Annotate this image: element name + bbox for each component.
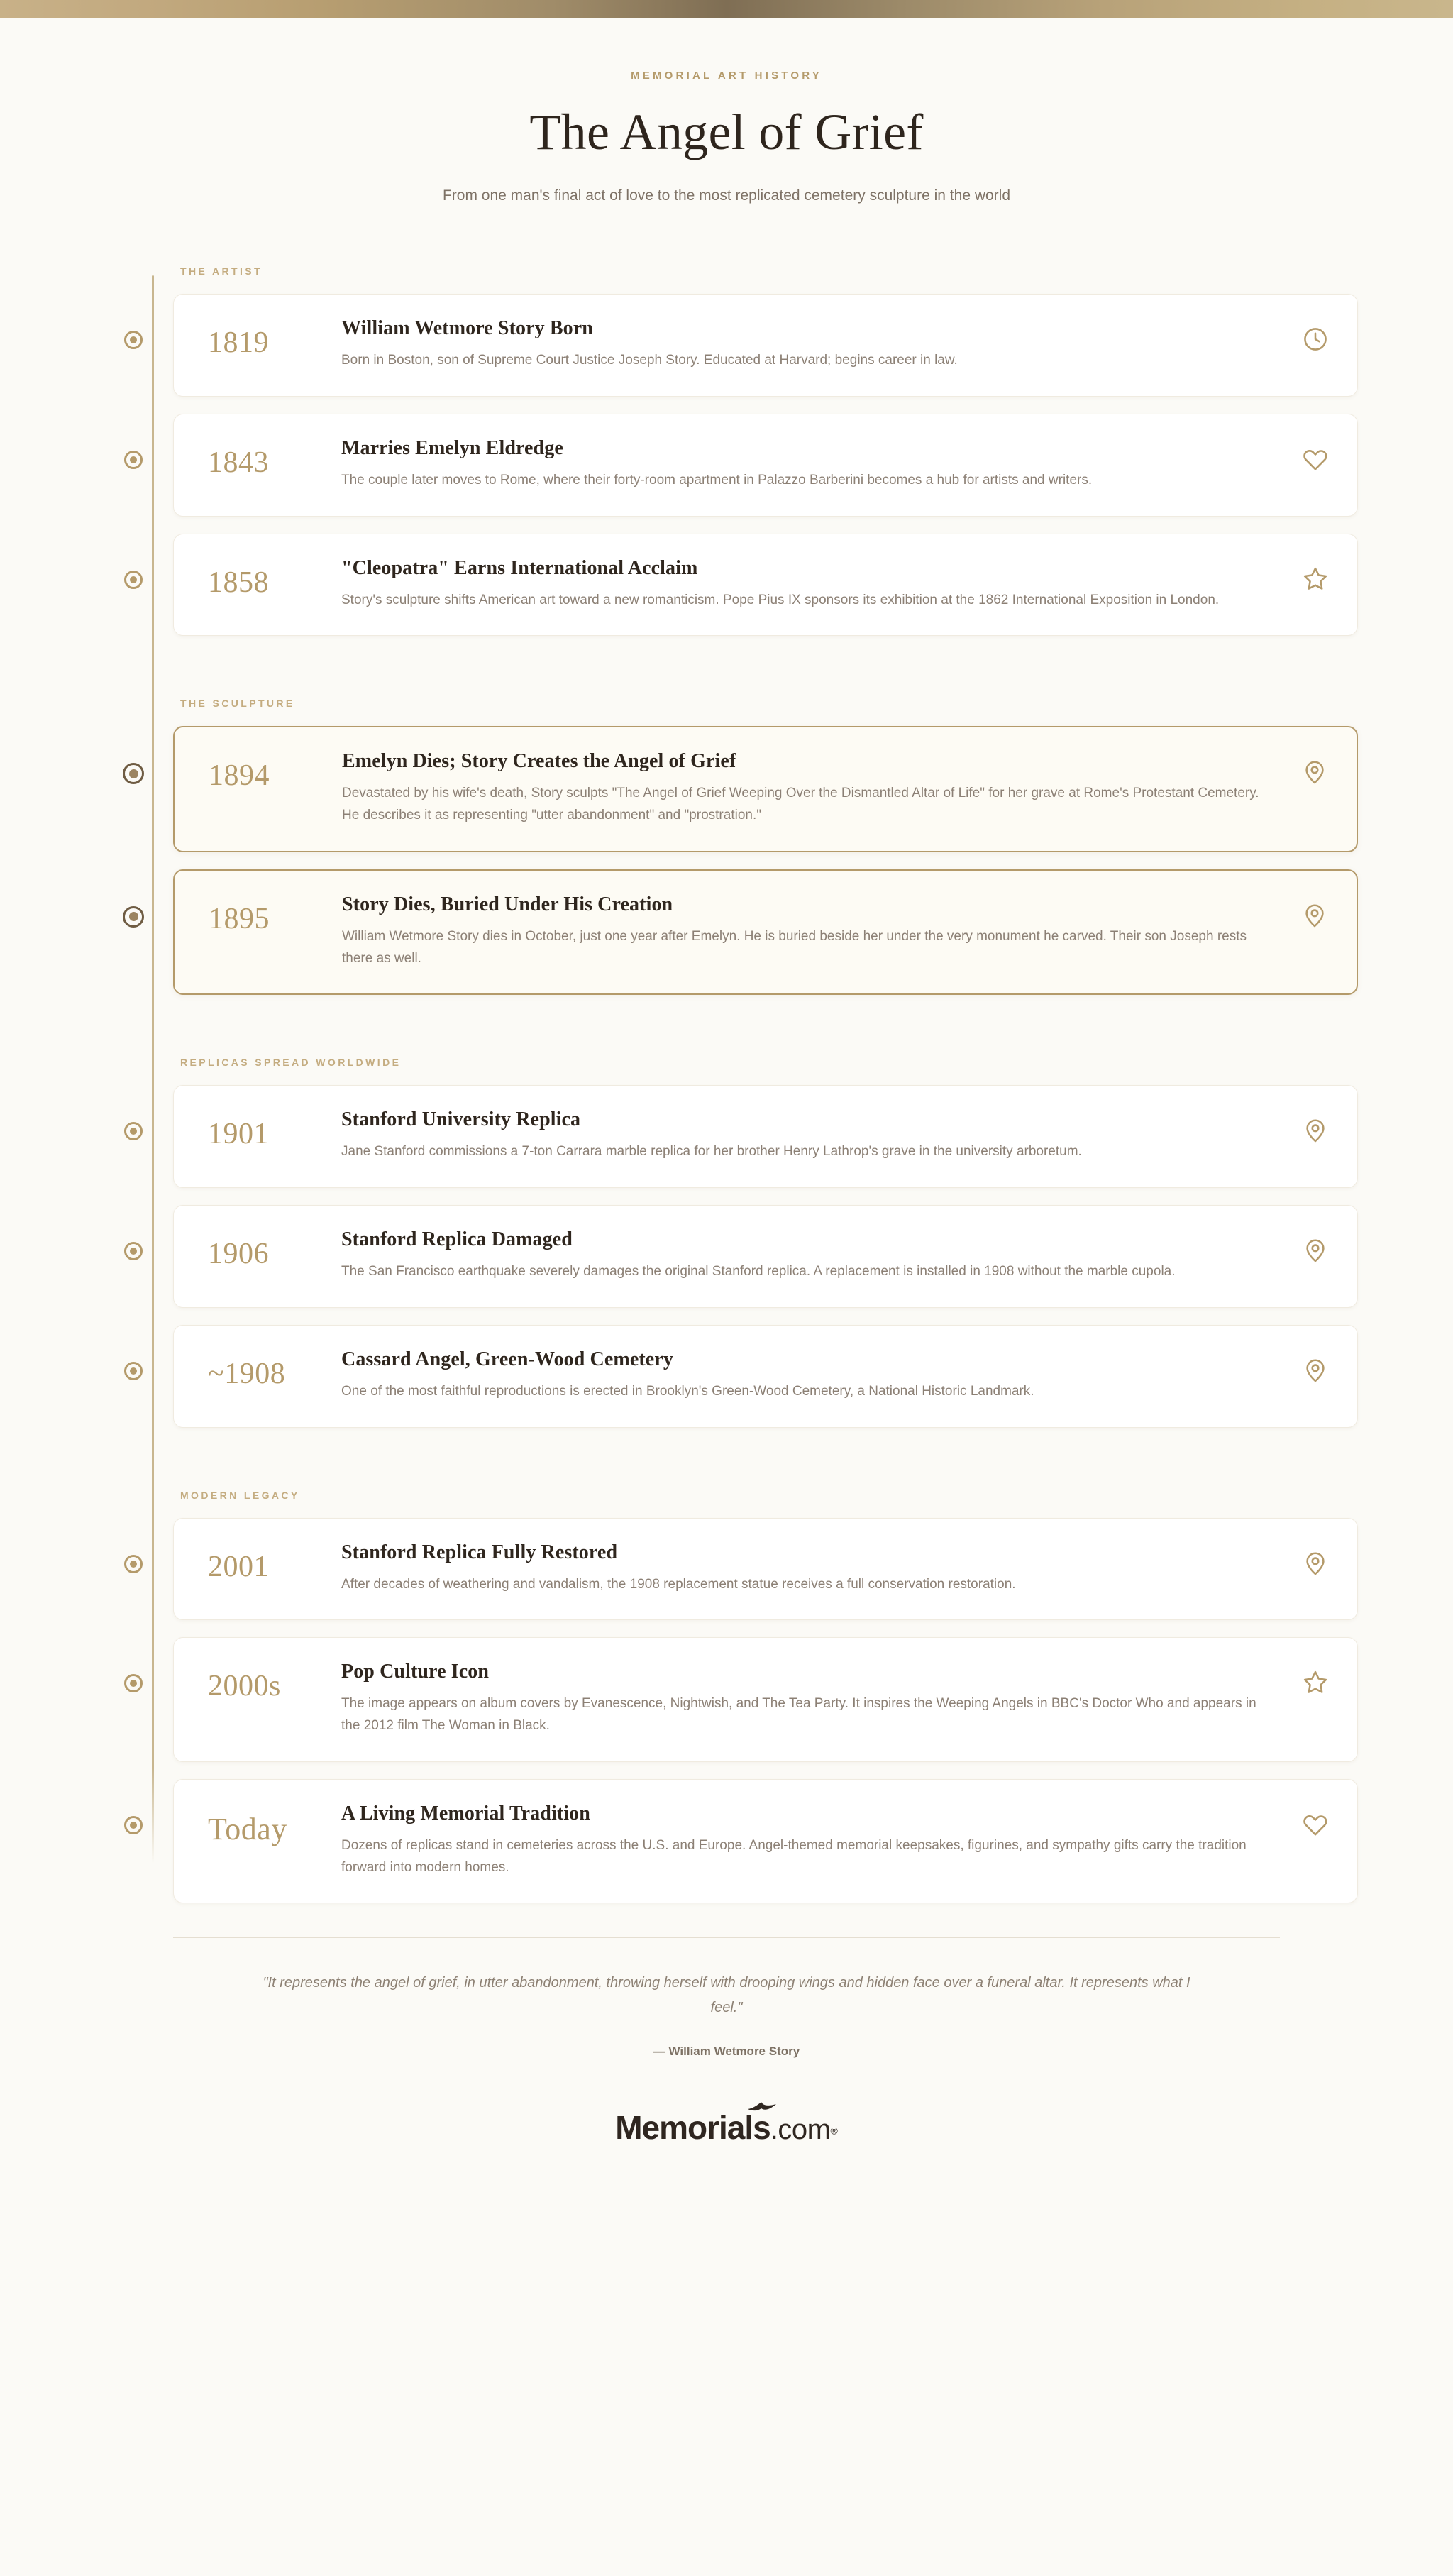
- entry-title: Stanford University Replica: [341, 1108, 581, 1131]
- logo-primary: Memorials: [615, 2109, 770, 2147]
- map-pin-icon: [1302, 1117, 1329, 1144]
- timeline-card[interactable]: [173, 1325, 1358, 1428]
- entry-year: Today: [208, 1811, 287, 1846]
- timeline-marker-dot: [124, 1674, 143, 1692]
- map-pin-icon: [1302, 1237, 1329, 1264]
- quote-attribution: — William Wetmore Story: [653, 2044, 800, 2059]
- timeline: [95, 265, 1358, 1903]
- page-header: [0, 18, 1453, 204]
- entry-year: 1843: [208, 446, 269, 479]
- timeline-entry[interactable]: [173, 1085, 1358, 1188]
- entry-text-column: [341, 316, 1326, 372]
- entry-title: William Wetmore Story Born: [341, 317, 593, 339]
- entry-title: Cassard Angel, Green-Wood Cemetery: [341, 1348, 673, 1370]
- timeline-marker-dot: [124, 451, 143, 469]
- entry-title: Emelyn Dies; Story Creates the Angel of Grief: [342, 750, 736, 773]
- eyebrow-label: MEMORIAL ART HISTORY: [631, 70, 822, 82]
- timeline-card[interactable]: [173, 1205, 1358, 1308]
- entry-description: After decades of weathering and vandalism, the 1908 replacement statue receives a full conservation restoration.: [341, 1576, 1016, 1592]
- timeline-marker-dot: [124, 1362, 143, 1380]
- entry-description: William Wetmore Story dies in October, just one year after Emelyn. He is buried beside her under the very monument he carved. Their son Joseph rests there as well.: [342, 928, 1247, 966]
- map-pin-icon: [1301, 902, 1328, 929]
- entry-text-column: [341, 1347, 1326, 1403]
- entry-description: The couple later moves to Rome, where their forty-room apartment in Palazzo Barberini becomes a hub for artists and writers.: [341, 472, 1093, 488]
- entry-title: Story Dies, Buried Under His Creation: [342, 893, 673, 915]
- timeline-spine: [152, 275, 154, 1864]
- brand-logo-wrap[interactable]: [0, 2109, 1453, 2147]
- timeline-entry[interactable]: [173, 414, 1358, 517]
- timeline-card[interactable]: [173, 294, 1358, 397]
- timeline-marker-dot: [123, 763, 144, 784]
- timeline-card[interactable]: [173, 414, 1358, 517]
- registered-mark: ®: [830, 2125, 838, 2137]
- map-pin-icon: [1302, 1357, 1329, 1384]
- entry-text-column: [341, 1227, 1326, 1283]
- timeline-marker-dot: [124, 1122, 143, 1140]
- section-label: THE SCULPTURE: [180, 666, 1358, 709]
- timeline-entry[interactable]: [173, 1518, 1358, 1621]
- entry-description: Dozens of replicas stand in cemeteries across the U.S. and Europe. Angel-themed memorial keepsakes, figurines, and sympathy gifts carry the tradition forward into modern homes.: [341, 1837, 1247, 1875]
- entry-text-column: [341, 436, 1326, 492]
- entry-year: 2001: [208, 1550, 269, 1583]
- timeline-entry[interactable]: [173, 1779, 1358, 1904]
- timeline-entry[interactable]: [173, 1637, 1358, 1762]
- section-label: MODERN LEGACY: [180, 1458, 1358, 1501]
- entry-title: A Living Memorial Tradition: [341, 1802, 590, 1824]
- entry-text-column: [342, 749, 1325, 827]
- section-label: THE ARTIST: [180, 265, 263, 277]
- section-label: REPLICAS SPREAD WORLDWIDE: [180, 1025, 1358, 1068]
- star-icon: [1302, 566, 1329, 593]
- entry-year: 1894: [209, 759, 270, 793]
- timeline-entry[interactable]: [173, 1205, 1358, 1308]
- entry-title: Marries Emelyn Eldredge: [341, 436, 563, 459]
- entry-text-column: [341, 556, 1326, 612]
- entry-title: Stanford Replica Damaged: [341, 1228, 573, 1251]
- heart-icon: [1302, 1811, 1329, 1838]
- timeline-entry[interactable]: [173, 726, 1358, 852]
- timeline-entry[interactable]: [173, 1325, 1358, 1428]
- timeline-marker-dot: [124, 1242, 143, 1260]
- timeline-entry[interactable]: [173, 294, 1358, 397]
- timeline-entry[interactable]: [173, 869, 1358, 996]
- page-subtitle: From one man's final act of love to the most replicated cemetery sculpture in the world: [442, 187, 1011, 204]
- entry-description: Devastated by his wife's death, Story sculpts "The Angel of Grief Weeping Over the Dismantled Altar of Life" for her grave at Rome's Protestant Cemetery. He describes it as representing "utter abandonment" and "prostration.": [342, 786, 1259, 823]
- entry-year: 1819: [208, 326, 269, 359]
- timeline-marker-dot: [124, 571, 143, 589]
- entry-description: One of the most faithful reproductions is erected in Brooklyn's Green-Wood Cemetery, a National Historic Landmark.: [341, 1383, 1034, 1399]
- timeline-marker-dot: [124, 1816, 143, 1834]
- entry-description: The image appears on album covers by Evanescence, Nightwish, and The Tea Party. It inspires the Weeping Angels in BBC's Doctor Who and appears in the 2012 film The Woman in Black.: [341, 1696, 1256, 1734]
- timeline-card[interactable]: [173, 726, 1358, 852]
- entry-text-column: [341, 1107, 1326, 1163]
- entry-title: "Cleopatra" Earns International Acclaim: [341, 556, 698, 579]
- star-icon: [1302, 1669, 1329, 1696]
- timeline-card[interactable]: [173, 1779, 1358, 1904]
- footer-quote-block: [173, 1937, 1280, 2059]
- timeline-entry[interactable]: [173, 534, 1358, 637]
- map-pin-icon: [1301, 759, 1328, 786]
- entry-text-column: [341, 1801, 1326, 1879]
- page-title: The Angel of Grief: [529, 104, 924, 160]
- timeline-marker-dot: [123, 906, 144, 928]
- pull-quote: "It represents the angel of grief, in utter abandonment, throwing herself with drooping wings and hidden face over a funeral altar. It represents what I feel.": [263, 1975, 1190, 2016]
- entry-year: 2000s: [208, 1670, 281, 1703]
- timeline-card[interactable]: [173, 1518, 1358, 1621]
- timeline-card[interactable]: [173, 534, 1358, 637]
- entry-description: Born in Boston, son of Supreme Court Justice Joseph Story. Educated at Harvard; begins career in law.: [341, 353, 958, 368]
- entry-year: ~1908: [208, 1357, 286, 1390]
- clock-icon: [1302, 326, 1329, 353]
- entry-text-column: [341, 1540, 1326, 1596]
- logo-secondary: .com: [770, 2114, 831, 2146]
- entry-year: 1901: [208, 1118, 269, 1151]
- entry-text-column: [341, 1659, 1326, 1737]
- map-pin-icon: [1302, 1550, 1329, 1577]
- entry-year: 1895: [209, 902, 270, 935]
- timeline-marker-dot: [124, 331, 143, 349]
- timeline-marker-dot: [124, 1555, 143, 1573]
- timeline-card[interactable]: [173, 869, 1358, 996]
- entry-year: 1906: [208, 1238, 269, 1271]
- entry-title: Pop Culture Icon: [341, 1661, 489, 1683]
- gull-bird-icon: [747, 2101, 777, 2114]
- timeline-card[interactable]: [173, 1085, 1358, 1188]
- entry-text-column: [342, 892, 1325, 970]
- heart-icon: [1302, 446, 1329, 473]
- timeline-card[interactable]: [173, 1637, 1358, 1762]
- entry-description: The San Francisco earthquake severely damages the original Stanford replica. A replacement is installed in 1908 without the marble cupola.: [341, 1264, 1176, 1279]
- entry-title: Stanford Replica Fully Restored: [341, 1541, 618, 1563]
- entry-description: Story's sculpture shifts American art toward a new romanticism. Pope Pius IX sponsors its exhibition at the 1862 International Exposition in London.: [341, 592, 1220, 607]
- entry-year: 1858: [208, 566, 269, 599]
- top-accent-bar: [0, 0, 1453, 18]
- memorials-logo[interactable]: [615, 2109, 838, 2147]
- entry-description: Jane Stanford commissions a 7-ton Carrara marble replica for her brother Henry Lathrop's grave in the university arboretum.: [341, 1144, 1082, 1160]
